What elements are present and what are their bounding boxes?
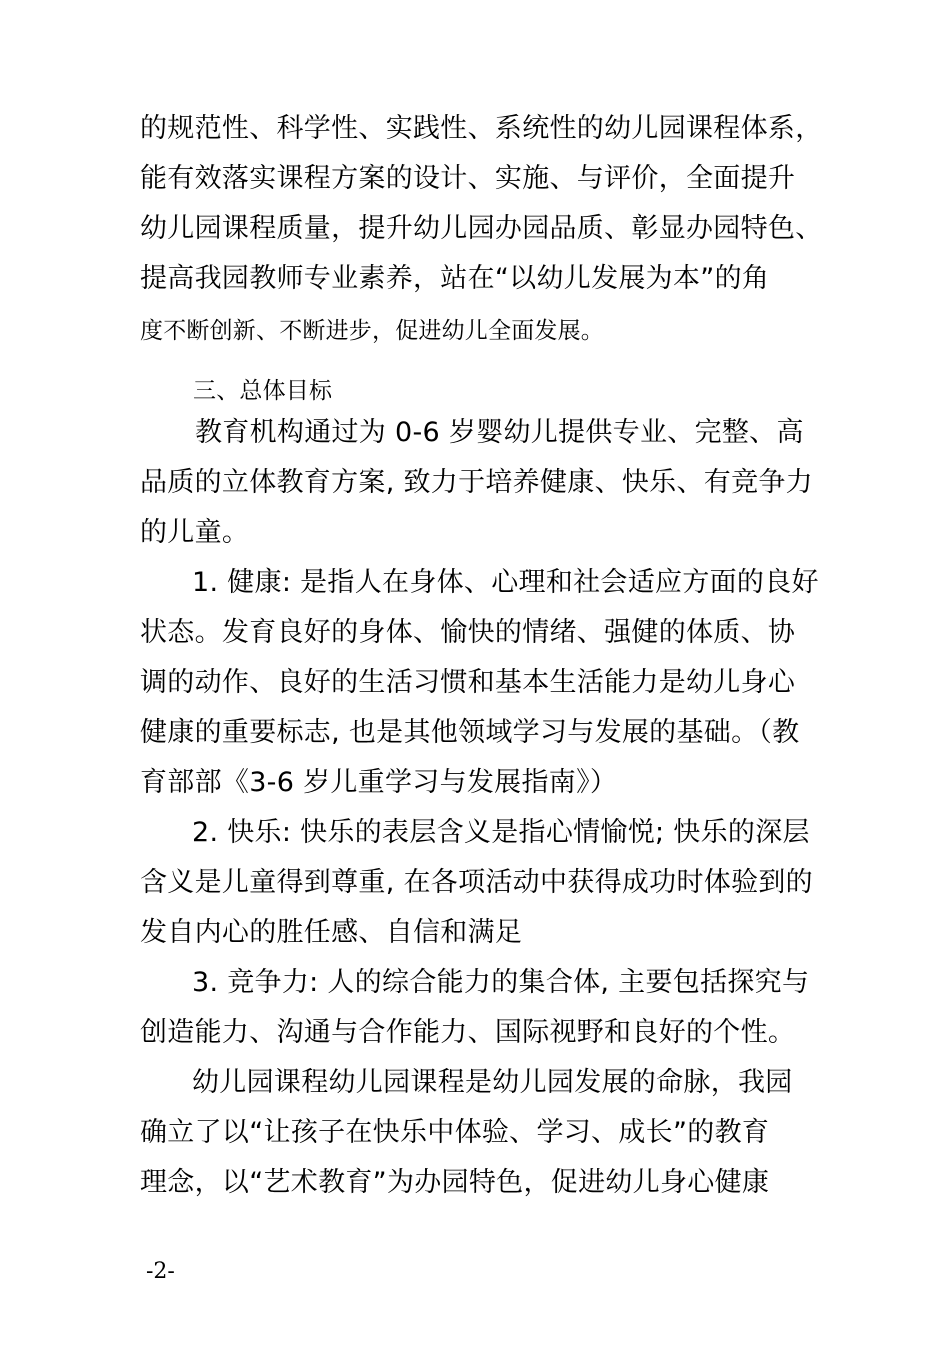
text-line: 度不断创新、不断进步，促进幼儿全面发展。 [140,318,604,344]
text-line: 教育机构通过为 0-6 岁婴幼儿提供专业、完整、高 [195,417,804,448]
text-line: 理念，以“艺术教育”为办园特色，促进幼儿身心健康 [140,1167,770,1198]
text-line: 的儿童。 [140,517,250,548]
text-line: 状态。发育良好的身体、愉快的情绪、强健的体质、协 [140,617,796,648]
text-line: 幼儿园课程质量，提升幼儿园办园品质、彰显办园特色、 [140,213,823,244]
text-line: 提高我园教师专业素养，站在“以幼儿发展为本”的角 [140,263,770,294]
text-line: 1. 健康: 是指人在身体、心理和社会适应方面的良好 [192,567,819,598]
text-line: 调的动作、良好的生活习惯和基本生活能力是幼儿身心 [140,667,796,698]
text-line: 创造能力、沟通与合作能力、国际视野和良好的个性。 [140,1017,796,1048]
section-heading: 三、总体目标 [193,378,333,404]
text-line: 能有效落实课程方案的设计、实施、与评价，全面提升 [140,163,796,194]
text-line: 确立了以“让孩子在快乐中体验、学习、成长”的教育 [140,1117,770,1148]
text-line: 幼儿园课程幼儿园课程是幼儿园发展的命脉，我园 [192,1067,793,1098]
text-line: 健康的重要标志, 也是其他领域学习与发展的基础。（教 [140,717,800,748]
text-line: 的规范性、科学性、实践性、系统性的幼儿园课程体系， [140,113,823,144]
page-number: -2- [146,1259,175,1284]
text-line: 品质的立体教育方案, 致力于培养健康、快乐、有竞争力 [140,467,813,498]
text-line: 2. 快乐: 快乐的表层含义是指心情愉悦; 快乐的深层 [192,817,810,848]
text-line: 发自内心的胜任感、自信和满足 [140,917,523,948]
text-line: 含义是儿童得到尊重, 在各项活动中获得成功时体验到的 [140,867,813,898]
text-line: 育部部《3-6 岁儿重学习与发展指南》） [140,767,618,798]
text-line: 3. 竞争力: 人的综合能力的集合体, 主要包括探究与 [192,967,810,998]
